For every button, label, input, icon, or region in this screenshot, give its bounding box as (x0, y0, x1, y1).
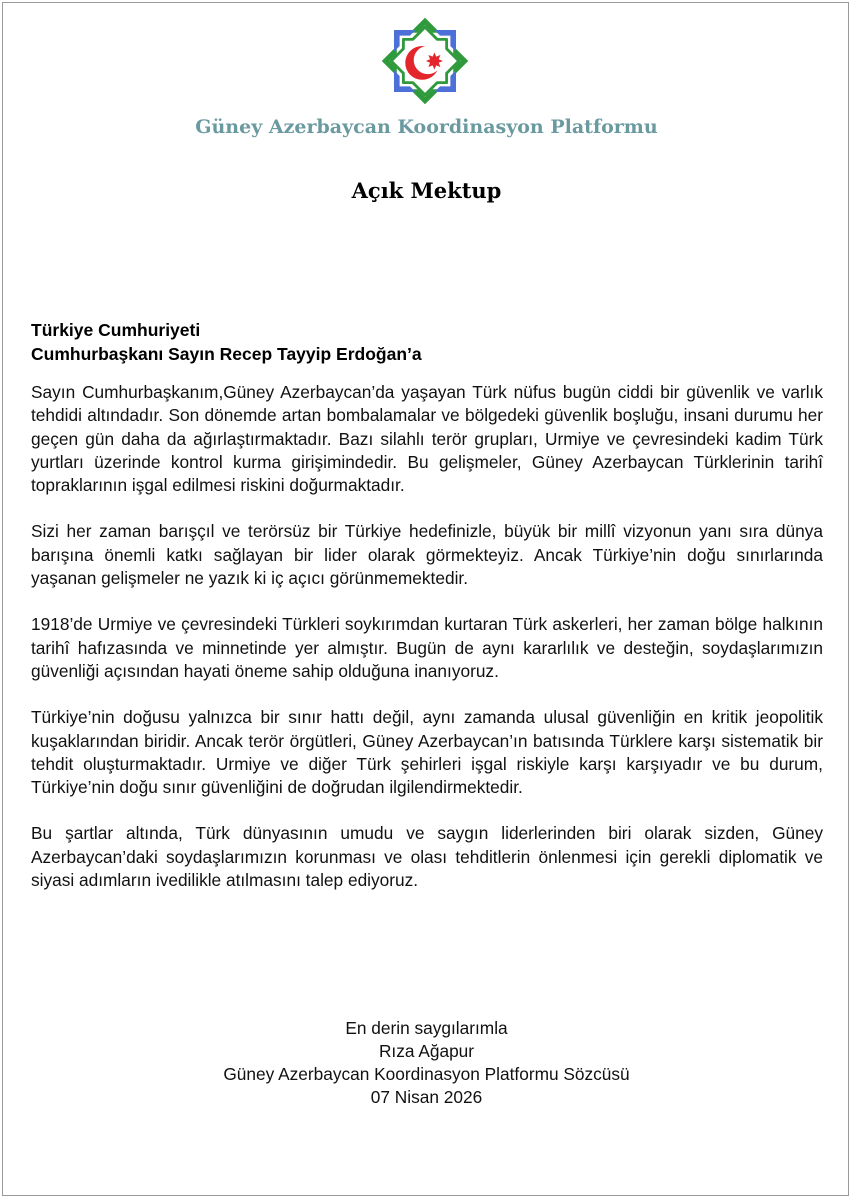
signature-block (0, 1017, 853, 1109)
paragraph-4: Türkiye’nin doğusu yalnızca bir sınır hattı değil, aynı zamanda ulusal güvenliğin en kritik jeopolitik kuşaklarından biridir. Ancak terör örgütleri, Güney Azerbaycan’ın batısında Türklere karşı sistematik bir tehdit oluşturmaktadır. Urmiye ve diğer Türk şehirleri işgal riskiyle karşı karşıyadır ve bu durum, Türkiye’nin doğu sınır güvenliğini de doğrudan ilgilendirmektedir. (31, 707, 823, 798)
document-title: Açık Mektup (351, 178, 502, 203)
letter-body (31, 381, 823, 915)
paragraph-2: Sizi her zaman barışçıl ve terörsüz bir Türkiye hedefinizle, büyük bir millî vizyonun yanı sıra dünya barışına önemli katkı sağlayan bir lider olarak görmekteyiz. Ancak Türkiye’nin doğu sınırlarında yaşanan gelişmeler ne yazık ki iç açıcı görünmemektedir. (31, 521, 823, 589)
recipient-block (31, 318, 821, 366)
signature-role: Güney Azerbaycan Koordinasyon Platformu Sözcüsü (223, 1064, 630, 1084)
signature-name: Rıza Ağapur (378, 1041, 475, 1061)
paragraph-5: Bu şartlar altında, Türk dünyasının umudu ve saygın liderlerinden biri olarak sizden, Güney Azerbaycan’daki soydaşlarımızın korunması ve olası tehditlerin önlenmesi için gerekli diplomatik ve siyasi adımların ivedilikle atılmasını talep ediyoruz. (31, 823, 823, 891)
paragraph-1: Sayın Cumhurbaşkanım,Güney Azerbaycan’da yaşayan Türk nüfus bugün ciddi bir güvenlik ve varlık tehdidi altındadır. Son dönemde artan bombalamalar ve bölgedeki güvenlik boşluğu, insani durumu her geçen gün daha da ağırlaştırmaktadır. Bazı silahlı terör grupları, Urmiye ve çevresindeki kadim Türk yurtları üzerinde kontrol kurma girişimindedir. Bu gelişmeler, Güney Azerbaycan Türklerinin tarihî topraklarının işgal edilmesi riskini doğurmaktadır. (31, 382, 823, 496)
signature-closing: En derin saygılarımla (345, 1018, 508, 1038)
organization-logo (378, 14, 472, 108)
recipient-line-2: Cumhurbaşkanı Sayın Recep Tayyip Erdoğan’a (31, 344, 422, 364)
paragraph-3: 1918’de Urmiye ve çevresindeki Türkleri soykırımdan kurtaran Türk askerleri, her zaman bölge halkının tarihî hafızasında ve minnetinde yer almıştır. Bugün de aynı kararlılık ve desteğin, soydaşlarımızın güvenliği açısından hayati öneme sahip olduğuna inanıyoruz. (31, 614, 823, 681)
recipient-line-1: Türkiye Cumhuriyeti (31, 320, 201, 340)
signature-date: 07 Nisan 2026 (370, 1087, 483, 1107)
organization-name: Güney Azerbaycan Koordinasyon Platformu (195, 116, 658, 138)
